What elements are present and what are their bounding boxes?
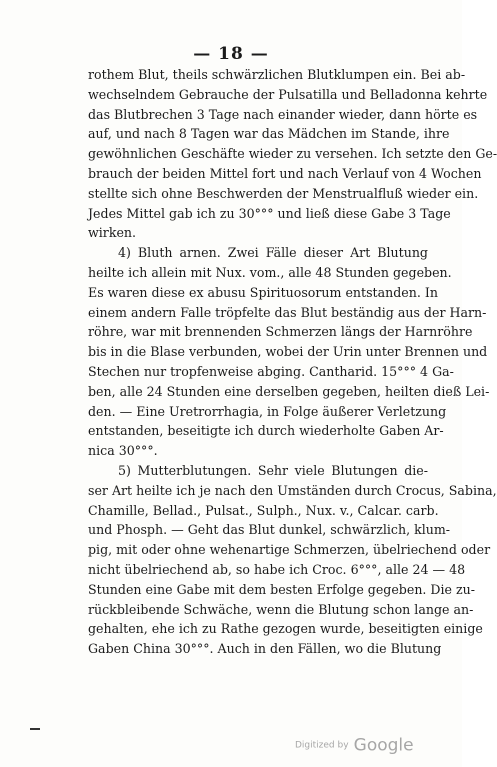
text-line: nicht übelriechend ab, so habe ich Croc. 6°°°, alle 24 — 48 [88,561,466,577]
text-line: rothem Blut, theils schwärzlichen Blutklumpen ein. Bei ab- [88,67,466,82]
text-line: Chamille, Bellad., Pulsat., Sulph., Nux. v., Calcar. carb. [88,502,439,518]
margin-mark [30,728,40,730]
page-number: — 18 — [193,44,269,64]
text-line: auf, und nach 8 Tagen war das Mädchen im Stande, ihre [88,126,450,142]
text-line: röhre, war mit brennenden Schmerzen längs der Harnröhre [88,324,473,340]
text-line: das Blutbrechen 3 Tage nach einander wieder, dann hörte es [88,106,478,122]
text-line: brauch der beiden Mittel fort und nach Verlauf von 4 Wochen [88,165,482,181]
text-line: wechselndem Gebrauche der Pulsatilla und Belladonna kehrte [88,86,488,102]
text-line: und Phosph. — Geht das Blut dunkel, schwärzlich, klum- [88,522,451,538]
text-line: gewöhnlichen Geschäfte wieder zu versehen. Ich setzte den Ge- [88,146,497,162]
text-line: entstanden, beseitigte ich durch wiederholte Gaben Ar- [88,423,444,439]
watermark-prefix: Digitized by [295,740,349,751]
digitized-watermark [295,735,414,756]
text-line: Stunden eine Gabe mit dem besten Erfolge gegeben. Die zu- [88,581,476,597]
text-line: heilte ich allein mit Nux. vom., alle 48 Stunden gegeben. [88,264,452,280]
section-heading-line: 5) Mutterblutungen. Sehr viele Blutungen die- [118,462,428,478]
text-line: gehalten, ehe ich zu Rathe gezogen wurde, beseitigten einige [88,621,483,637]
text-line: Es waren diese ex abusu Spirituosorum entstanden. In [88,284,438,300]
body-text [88,65,497,659]
text-line: wirken. [88,225,137,241]
section-heading-line: 4) Bluth arnen. Zwei Fälle dieser Art Blutung [118,245,428,261]
text-line: pig, mit oder ohne wehenartige Schmerzen, übelriechend oder [88,542,491,558]
text-line: ben, alle 24 Stunden eine derselben gegeben, heilten dieß Lei- [88,383,490,399]
text-line: einem andern Falle tröpfelte das Blut beständig aus der Harn- [88,304,487,320]
text-line: den. — Eine Uretrorrhagia, in Folge äußerer Verletzung [88,403,447,419]
text-line: bis in die Blase verbunden, wobei der Urin unter Brennen und [88,344,488,360]
text-line: stellte sich ohne Beschwerden der Menstrualfluß wieder ein. [88,185,479,201]
text-line: rückbleibende Schwäche, wenn die Blutung schon lange an- [88,601,474,617]
text-line: Gaben China 30°°°. Auch in den Fällen, wo die Blutung [88,641,442,657]
text-line: Stechen nur tropfenweise abging. Cantharid. 15°°° 4 Ga- [88,363,454,379]
watermark-brand: Google [353,735,414,756]
text-line: Jedes Mittel gab ich zu 30°°° und ließ diese Gabe 3 Tage [88,205,451,221]
text-line: ser Art heilte ich je nach den Umständen durch Crocus, Sabina, [88,482,497,498]
text-line: nica 30°°°. [88,443,158,459]
